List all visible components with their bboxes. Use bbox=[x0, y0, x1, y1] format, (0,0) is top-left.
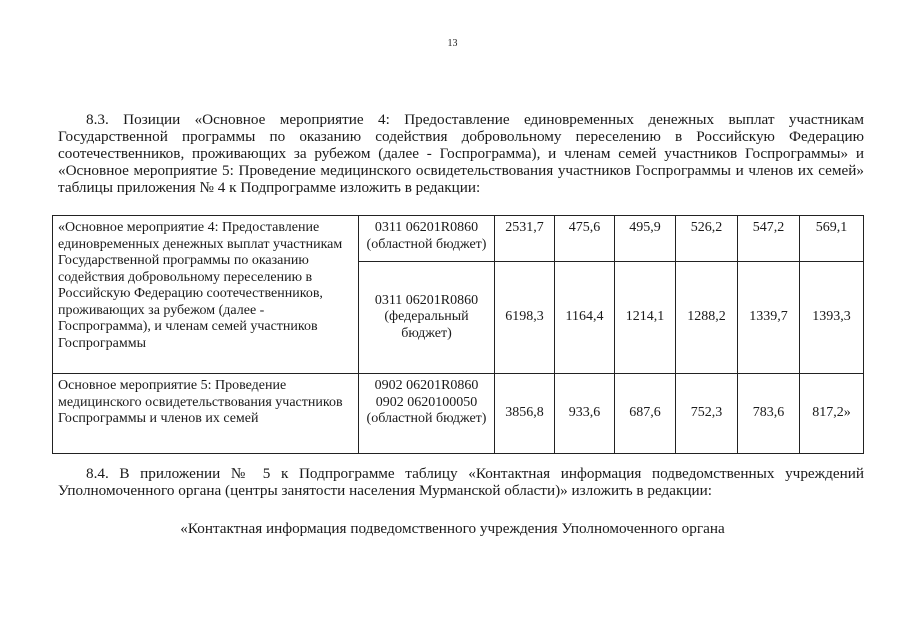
value-cell: 547,2 bbox=[738, 216, 800, 262]
table-row bbox=[53, 374, 864, 454]
budget-table bbox=[52, 215, 864, 454]
value-cell: 569,1 bbox=[800, 216, 864, 262]
value-cell: 495,9 bbox=[615, 216, 676, 262]
value-cell: 687,6 bbox=[615, 374, 676, 454]
value-cell: 2531,7 bbox=[495, 216, 555, 262]
paragraph-line: «Основное мероприятие 5: Проведение медицинского освидетельствования участников Госпрограммы и членов их семей» bbox=[58, 161, 864, 179]
paragraph-line: Уполномоченного органа (центры занятости населения Мурманской области)» изложить в редакции: bbox=[58, 481, 712, 499]
contact-info-title: «Контактная информация подведомственного учреждения Уполномоченного органа bbox=[180, 520, 725, 537]
value-cell: 526,2 bbox=[676, 216, 738, 262]
value-cell: 752,3 bbox=[676, 374, 738, 454]
measure-5-description: Основное мероприятие 5: Проведение медицинского освидетельствования участников Госпрограммы и членов их семей bbox=[53, 374, 359, 454]
measure-4-description: «Основное мероприятие 4: Предоставление единовременных денежных выплат участникам Государственной программы по оказанию содействия добровольному переселению в Российскую Федерацию соотечественников, проживающих за рубежом (далее - Госпрограмма), и членам семей участников Госпрограммы bbox=[53, 216, 359, 374]
paragraph-line: соотечественников, проживающих за рубежом (далее - Госпрограмма), и членам семей участников Госпрограммы» и bbox=[58, 144, 864, 162]
page-number: 13 bbox=[447, 38, 458, 49]
value-cell: 817,2» bbox=[800, 374, 864, 454]
paragraph-8-4 bbox=[58, 466, 864, 500]
value-cell: 1288,2 bbox=[676, 262, 738, 374]
value-cell: 475,6 bbox=[555, 216, 615, 262]
value-cell: 1393,3 bbox=[800, 262, 864, 374]
value-cell: 933,6 bbox=[555, 374, 615, 454]
paragraph-line: 8.3. Позиции «Основное мероприятие 4: Предоставление единовременных денежных выплат участникам bbox=[86, 111, 864, 128]
paragraph-line: таблицы приложения № 4 к Подпрограмме изложить в редакции: bbox=[58, 178, 481, 196]
value-cell: 1164,4 bbox=[555, 262, 615, 374]
value-cell: 783,6 bbox=[738, 374, 800, 454]
budget-code-cell: 0902 06201R0860 0902 0620100050 (областной бюджет) bbox=[359, 374, 495, 454]
value-cell: 3856,8 bbox=[495, 374, 555, 454]
paragraph-line: 8.4. В приложении № 5 к Подпрограмме таблицу «Контактная информация подведомственных учреждений bbox=[86, 465, 864, 482]
value-cell: 1339,7 bbox=[738, 262, 800, 374]
paragraph-8-3 bbox=[58, 112, 864, 197]
value-cell: 1214,1 bbox=[615, 262, 676, 374]
table-row bbox=[53, 216, 864, 262]
value-cell: 6198,3 bbox=[495, 262, 555, 374]
budget-code-cell: 0311 06201R0860 (федеральный бюджет) bbox=[359, 262, 495, 374]
budget-code-cell: 0311 06201R0860 (областной бюджет) bbox=[359, 216, 495, 262]
paragraph-line: Государственной программы по оказанию содействия добровольному переселению в Российскую Федерацию bbox=[58, 127, 864, 145]
